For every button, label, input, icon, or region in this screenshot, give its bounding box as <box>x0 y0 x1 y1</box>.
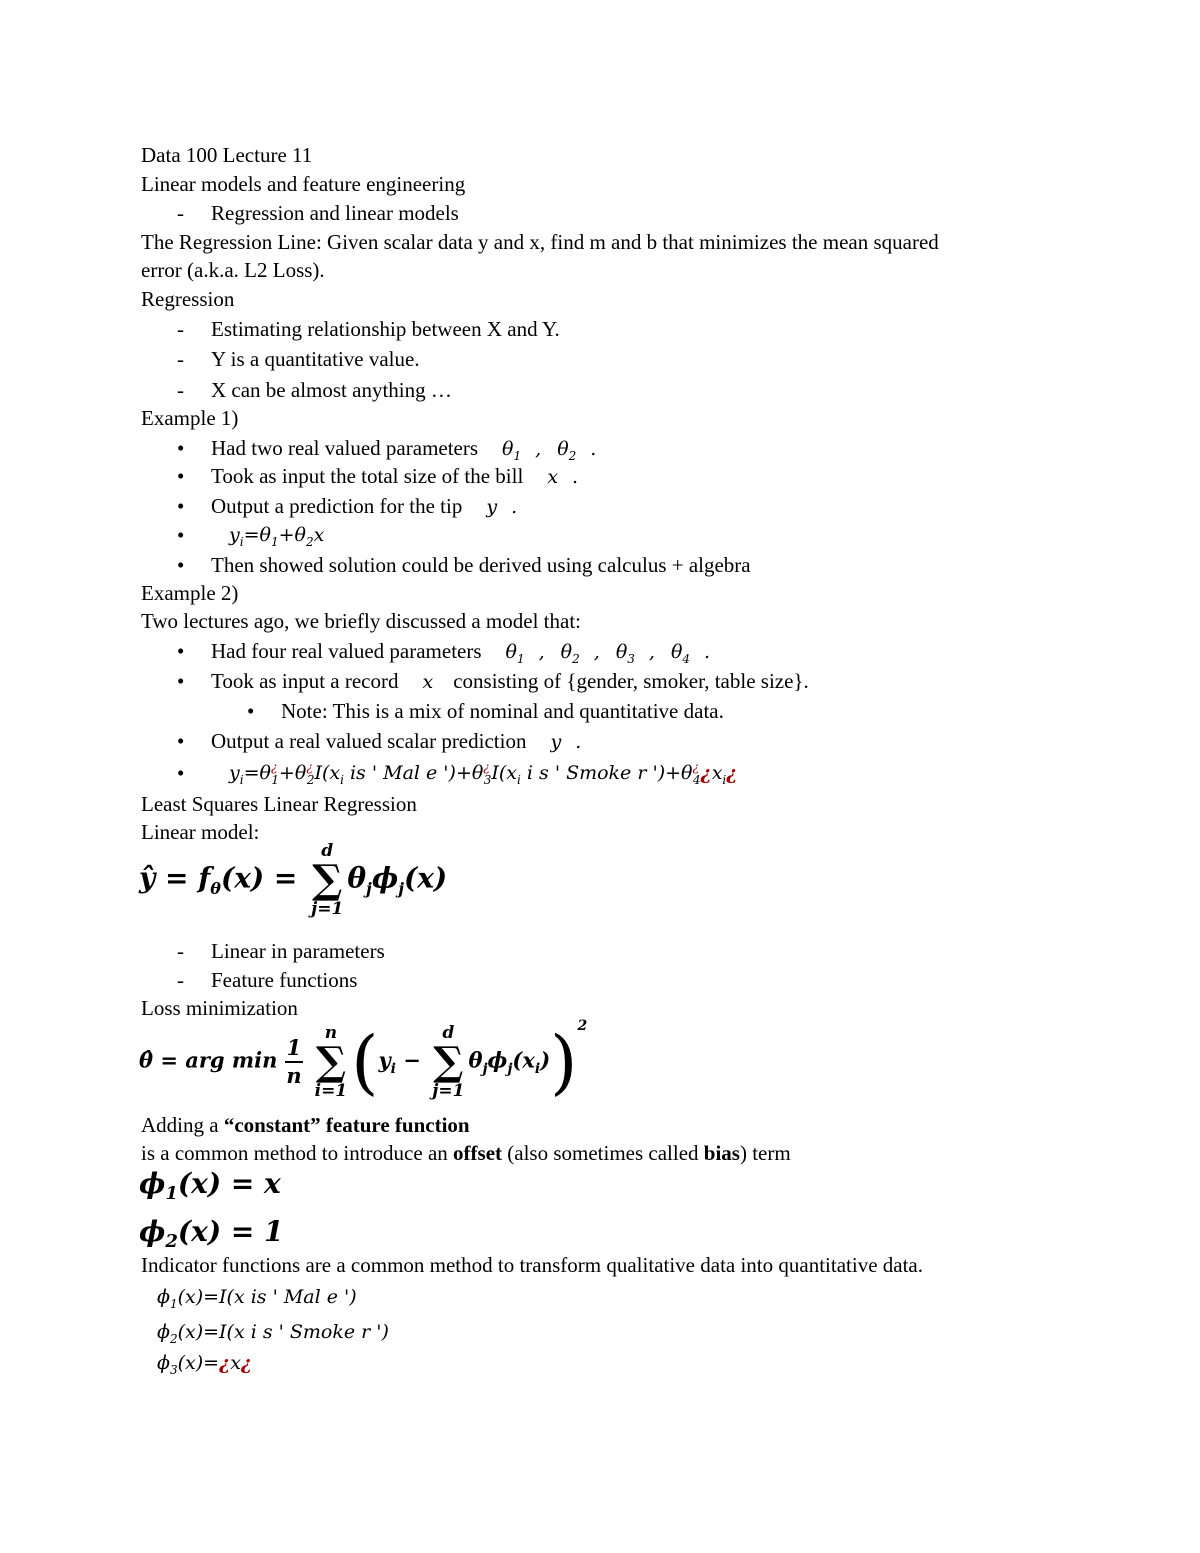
dash-marker: - <box>177 968 184 992</box>
bullet-marker: • <box>177 729 185 753</box>
bullet-marker: • <box>177 761 185 785</box>
list-item: Regression and linear models <box>211 201 459 225</box>
list-item: Output a real valued scalar prediction y . <box>211 729 582 753</box>
section-heading: Regression <box>141 287 235 311</box>
paragraph-line: Indicator functions are a common method to transform qualitative data into quantitative data. <box>141 1253 924 1277</box>
section-heading: Least Squares Linear Regression <box>141 792 417 816</box>
list-item: Feature functions <box>211 968 358 992</box>
constant-feature-phi1: $\phi_1(x) = x$ <box>139 1167 281 1204</box>
document-title: Data 100 Lecture 11 <box>141 143 313 167</box>
list-item: Had four real valued parameters $\theta_1$ , $\theta_2$ , $\theta_3$ , $\theta_4$ . <box>211 639 711 666</box>
list-item: Linear in parameters <box>211 939 385 963</box>
list-item: Took as input a record x consisting of {gender, smoker, table size}. <box>211 669 809 693</box>
paragraph-line: The Regression Line: Given scalar data y and x, find m and b that minimizes the mean squared <box>141 230 939 254</box>
loss-minimization-equation: θ̂ = arg min $\frac{1}{n}$ n ∑ i=1 ($y_i$ − d ∑ j=1 $\theta_j\phi_j(x_i))^2$ <box>139 1017 588 1103</box>
model-equation: $y_i=\theta^¿_1+\theta^¿_2I(x_i$ is ' Mal e ')$+\theta^¿_3I(x_i$ i s ' Smoke r ')$+\theta^¿_4¿x_i¿$ <box>229 760 738 787</box>
list-item: Note: This is a mix of nominal and quantitative data. <box>281 699 724 723</box>
list-item: Estimating relationship between X and Y. <box>211 317 560 341</box>
bullet-marker: • <box>177 553 185 577</box>
constant-feature-phi2: $\phi_2(x) = 1$ <box>139 1215 284 1252</box>
paragraph-line: Adding a “constant” feature function <box>141 1113 470 1137</box>
paragraph-line: is a common method to introduce an offset (also sometimes called bias) term <box>141 1141 791 1165</box>
bullet-marker: • <box>177 639 185 663</box>
section-heading: Loss minimization <box>141 996 298 1020</box>
bullet-marker: • <box>247 699 255 723</box>
section-heading: Linear models and feature engineering <box>141 172 466 196</box>
indicator-function-3: $\phi_3(x)=¿x¿$ <box>157 1352 253 1377</box>
bullet-marker: • <box>177 523 185 547</box>
list-item: X can be almost anything … <box>211 378 452 402</box>
dash-marker: - <box>177 347 184 371</box>
section-heading: Example 1) <box>141 406 239 430</box>
indicator-function-2: $\phi_2(x)=I(x$ i s ' Smoke r ') <box>157 1321 389 1346</box>
paragraph-line: error (a.k.a. L2 Loss). <box>141 258 325 282</box>
dash-marker: - <box>177 201 184 225</box>
list-item: Had two real valued parameters $\theta_1$ , $\theta_2$ . <box>211 436 597 463</box>
list-item: Y is a quantitative value. <box>211 347 420 371</box>
bullet-marker: • <box>177 464 185 488</box>
list-item: Output a prediction for the tip y . <box>211 494 518 518</box>
bullet-marker: • <box>177 669 185 693</box>
paragraph-line: Two lectures ago, we briefly discussed a model that: <box>141 609 581 633</box>
dash-marker: - <box>177 378 184 402</box>
model-equation: $y_i=\theta_1+\theta_2x$ <box>229 524 325 549</box>
indicator-function-1: $\phi_1(x)=I(x$ is ' Mal e ') <box>157 1286 357 1311</box>
list-item: Then showed solution could be derived using calculus + algebra <box>211 553 751 577</box>
linear-model-equation: ŷ = $f_\theta(x)$ = d ∑ j=1 $\theta_j\phi_j(x)$ <box>139 841 448 919</box>
list-item: Took as input the total size of the bill x . <box>211 464 579 488</box>
section-heading: Example 2) <box>141 581 239 605</box>
section-heading: Linear model: <box>141 820 260 844</box>
bullet-marker: • <box>177 436 185 460</box>
bullet-marker: • <box>177 494 185 518</box>
dash-marker: - <box>177 317 184 341</box>
dash-marker: - <box>177 939 184 963</box>
